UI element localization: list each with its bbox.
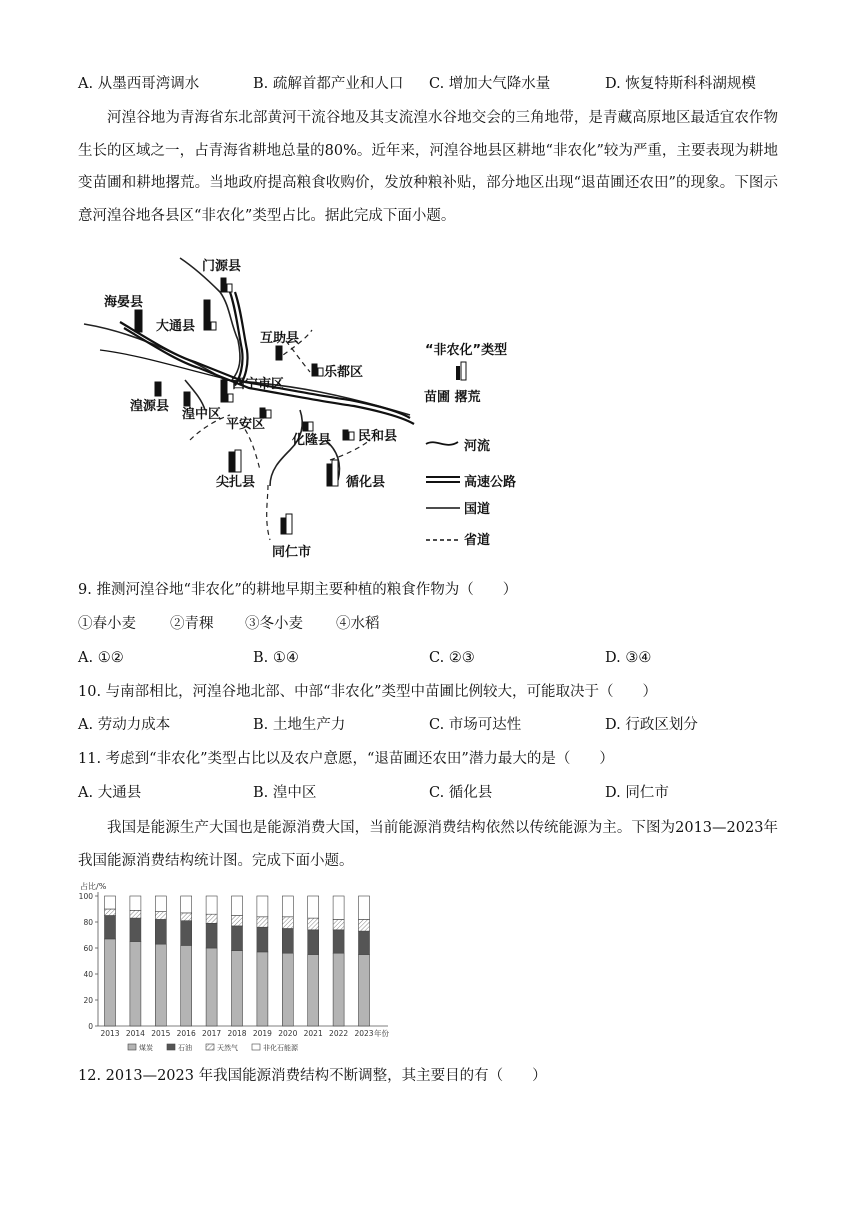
legend-national-road-label: 国道 (464, 502, 491, 517)
q10-option-c: C. 市场可达性 (429, 717, 522, 733)
map-bar-huzhu (276, 346, 282, 360)
place-label-pingan: 平安区 (226, 417, 266, 432)
map-bar-hualong (303, 422, 307, 431)
bar-segment-0 (130, 942, 141, 1027)
passage-energy: 我国是能源生产大国也是能源消费大国，当前能源消费结构依然以传统能源为主。下图为2013—2023年我国能源消费结构统计图。完成下面小题。 (78, 820, 778, 869)
bar-segment-2 (181, 913, 192, 921)
map-legend (424, 342, 516, 548)
legend-swatch-1 (167, 1044, 175, 1050)
bar-segment-0 (359, 955, 370, 1027)
bar-segment-2 (155, 912, 166, 920)
q9-choice-1: ①春小麦 (78, 616, 136, 632)
bar-segment-1 (232, 926, 243, 951)
legend-provincial-road-label: 省道 (464, 533, 491, 548)
bar-segment-1 (282, 929, 293, 954)
x-tick-label: 2020 (278, 1029, 298, 1038)
q9-choice-2: ②青稞 (170, 616, 214, 632)
y-tick-label: 60 (83, 944, 93, 953)
y-tick-label: 80 (83, 918, 93, 927)
bar-segment-3 (105, 896, 116, 909)
legend-title: “非农化”类型 (425, 343, 508, 358)
map-bar-xunhua (327, 464, 331, 486)
bar-segment-3 (257, 896, 268, 917)
x-tick-label: 2016 (176, 1029, 196, 1038)
bar-segment-3 (181, 896, 192, 913)
legend-label-0: 煤炭 (139, 1044, 153, 1052)
legend-swatch-3 (252, 1044, 260, 1050)
bar-segment-0 (308, 955, 319, 1027)
bar-segment-0 (206, 948, 217, 1026)
place-label-huangzhong: 湟中区 (182, 407, 222, 422)
legend-highway-label: 高速公路 (464, 475, 517, 490)
bar-segment-3 (308, 896, 319, 918)
q11-option-d: D. 同仁市 (605, 785, 669, 801)
bar-segment-3 (282, 896, 293, 917)
x-tick-label: 2013 (100, 1029, 120, 1038)
q11-stem: 11. 考虑到“非农化”类型占比以及农户意愿，“退苗圃还农田”潜力最大的是（ ） (78, 751, 614, 767)
bar-segment-1 (308, 930, 319, 955)
chart-ylabel: 占比/% (80, 882, 107, 891)
highway-line (230, 292, 243, 385)
bar-segment-1 (359, 931, 370, 954)
place-label-datong: 大通县 (156, 319, 196, 334)
bar-segment-2 (257, 917, 268, 927)
y-tick-label: 20 (83, 996, 93, 1005)
map-bar-ledu (312, 364, 317, 376)
bar-segment-0 (155, 944, 166, 1026)
place-label-jianzha: 尖扎县 (216, 475, 256, 490)
map-bar-haiyan (135, 310, 142, 332)
place-label-haiyan: 海晏县 (104, 295, 144, 310)
legend-river-label: 河流 (464, 439, 491, 454)
bar-segment-3 (206, 896, 217, 914)
x-tick-label: 2022 (329, 1029, 349, 1038)
map-bar-datong (204, 300, 210, 330)
bar-segment-3 (155, 896, 166, 912)
q10-option-b: B. 土地生产力 (253, 717, 346, 733)
x-tick-label: 2014 (125, 1029, 145, 1038)
y-tick-label: 0 (88, 1022, 93, 1031)
bar-segment-1 (333, 930, 344, 953)
bar-segment-3 (359, 896, 370, 919)
place-label-menyuan: 门源县 (202, 259, 242, 274)
place-label-xining: 西宁市区 (232, 377, 285, 392)
bar-segment-2 (308, 918, 319, 930)
map-bar-minhe (343, 430, 348, 440)
chart-xlabel: 年份 (374, 1029, 389, 1038)
q12-stem: 12. 2013—2023 年我国能源消费结构不断调整，其主要目的有（ ） (78, 1068, 547, 1084)
q9-stem: 9. 推测河湟谷地“非农化”的耕地早期主要种植的粮食作物为（ ） (78, 582, 518, 598)
legend-label-1: 石油 (178, 1044, 192, 1052)
bar-segment-2 (105, 909, 116, 916)
legend-label-2: 天然气 (217, 1044, 238, 1052)
y-tick-label: 40 (83, 970, 93, 979)
place-label-xunhua: 循化县 (346, 475, 386, 490)
q9-choice-4: ④水稻 (336, 616, 380, 632)
q11-option-b: B. 湟中区 (253, 785, 317, 801)
bar-segment-0 (181, 945, 192, 1026)
q11-option-c: C. 循化县 (429, 785, 493, 801)
q10-stem: 10. 与南部相比，河湟谷地北部、中部“非农化”类型中苗圃比例较大，可能取决于（ ） (78, 684, 657, 700)
legend-river-symbol (426, 442, 458, 445)
x-tick-label: 2023 (354, 1029, 374, 1038)
bar-segment-0 (257, 952, 268, 1026)
energy-consumption-chart (76, 880, 406, 1052)
x-tick-label: 2019 (252, 1029, 272, 1038)
q9-choice-3: ③冬小麦 (245, 616, 303, 632)
bar-segment-1 (155, 919, 166, 944)
legend-types: 苗圃 撂荒 (424, 390, 481, 405)
bar-segment-3 (232, 896, 243, 916)
bar-segment-2 (359, 919, 370, 931)
place-label-ledu: 乐都区 (324, 365, 364, 380)
map-bar-jianzha (229, 452, 234, 472)
bar-segment-2 (333, 919, 344, 929)
bar-segment-2 (232, 916, 243, 926)
q9-option-a: A. ①② (78, 650, 124, 666)
bar-segment-1 (130, 918, 141, 941)
bar-segment-2 (282, 917, 293, 929)
place-label-hualong: 化隆县 (292, 433, 332, 448)
bar-segment-0 (105, 939, 116, 1026)
q9-option-c: C. ②③ (429, 650, 475, 666)
place-label-minhe: 民和县 (358, 429, 398, 444)
bar-segment-3 (130, 896, 141, 910)
bar-segment-1 (257, 927, 268, 952)
legend-swatch-0 (128, 1044, 136, 1050)
y-tick-label: 100 (78, 892, 93, 901)
q8-option-a: A. 从墨西哥湾调水 (78, 76, 200, 92)
q9-option-d: D. ③④ (605, 650, 652, 666)
place-label-tongren: 同仁市 (272, 545, 312, 560)
x-tick-label: 2018 (227, 1029, 247, 1038)
legend-label-3: 非化石能源 (263, 1044, 298, 1052)
x-tick-label: 2017 (202, 1029, 222, 1038)
bar-segment-1 (206, 923, 217, 948)
x-tick-label: 2021 (303, 1029, 323, 1038)
bar-segment-3 (333, 896, 344, 919)
map-bar-huangyuan (155, 382, 161, 396)
legend-swatch-2 (206, 1044, 214, 1050)
bar-segment-0 (282, 953, 293, 1026)
x-tick-label: 2015 (151, 1029, 171, 1038)
place-label-huzhu: 互助县 (260, 331, 300, 346)
q9-option-b: B. ①④ (253, 650, 299, 666)
bar-segment-1 (105, 916, 116, 939)
bar-segment-0 (232, 951, 243, 1026)
place-label-huangyuan: 湟源县 (130, 399, 170, 414)
passage-hehuang: 河湟谷地为青海省东北部黄河干流谷地及其支流湟水谷地交会的三角地带，是青藏高原地区最适宜农作物生长的区域之一，占青海省耕地总量的80%。近年来，河湟谷地县区耕地“非农化”较为严重，主要表现为耕地变苗圃和耕地撂荒。当地政府提高粮食收购价，发放种粮补贴，部分地区出现“退苗圃还农田”的现象。下图示意河湟谷地各县区“非农化”类型占比。据此完成下面小题。 (78, 110, 778, 224)
q11-option-a: A. 大通县 (78, 785, 142, 801)
map-bar-tongren (281, 518, 285, 534)
hehuang-map-figure (80, 250, 550, 562)
q8-option-b: B. 疏解首都产业和人口 (253, 76, 404, 92)
provincial-road-line (267, 485, 270, 540)
q10-option-d: D. 行政区划分 (605, 717, 698, 733)
bar-segment-2 (130, 910, 141, 918)
map-bar-huangzhong (184, 392, 190, 406)
bar-segment-1 (181, 921, 192, 946)
map-bar-xining (221, 380, 227, 402)
q8-option-c: C. 增加大气降水量 (429, 76, 551, 92)
bar-segment-2 (206, 914, 217, 923)
bar-segment-0 (333, 953, 344, 1026)
q10-option-a: A. 劳动力成本 (78, 717, 171, 733)
q8-option-d: D. 恢复特斯科科湖规模 (605, 76, 756, 92)
river-line-3 (270, 410, 302, 486)
map-bar-menyuan (221, 278, 226, 292)
national-road-line (100, 350, 230, 380)
